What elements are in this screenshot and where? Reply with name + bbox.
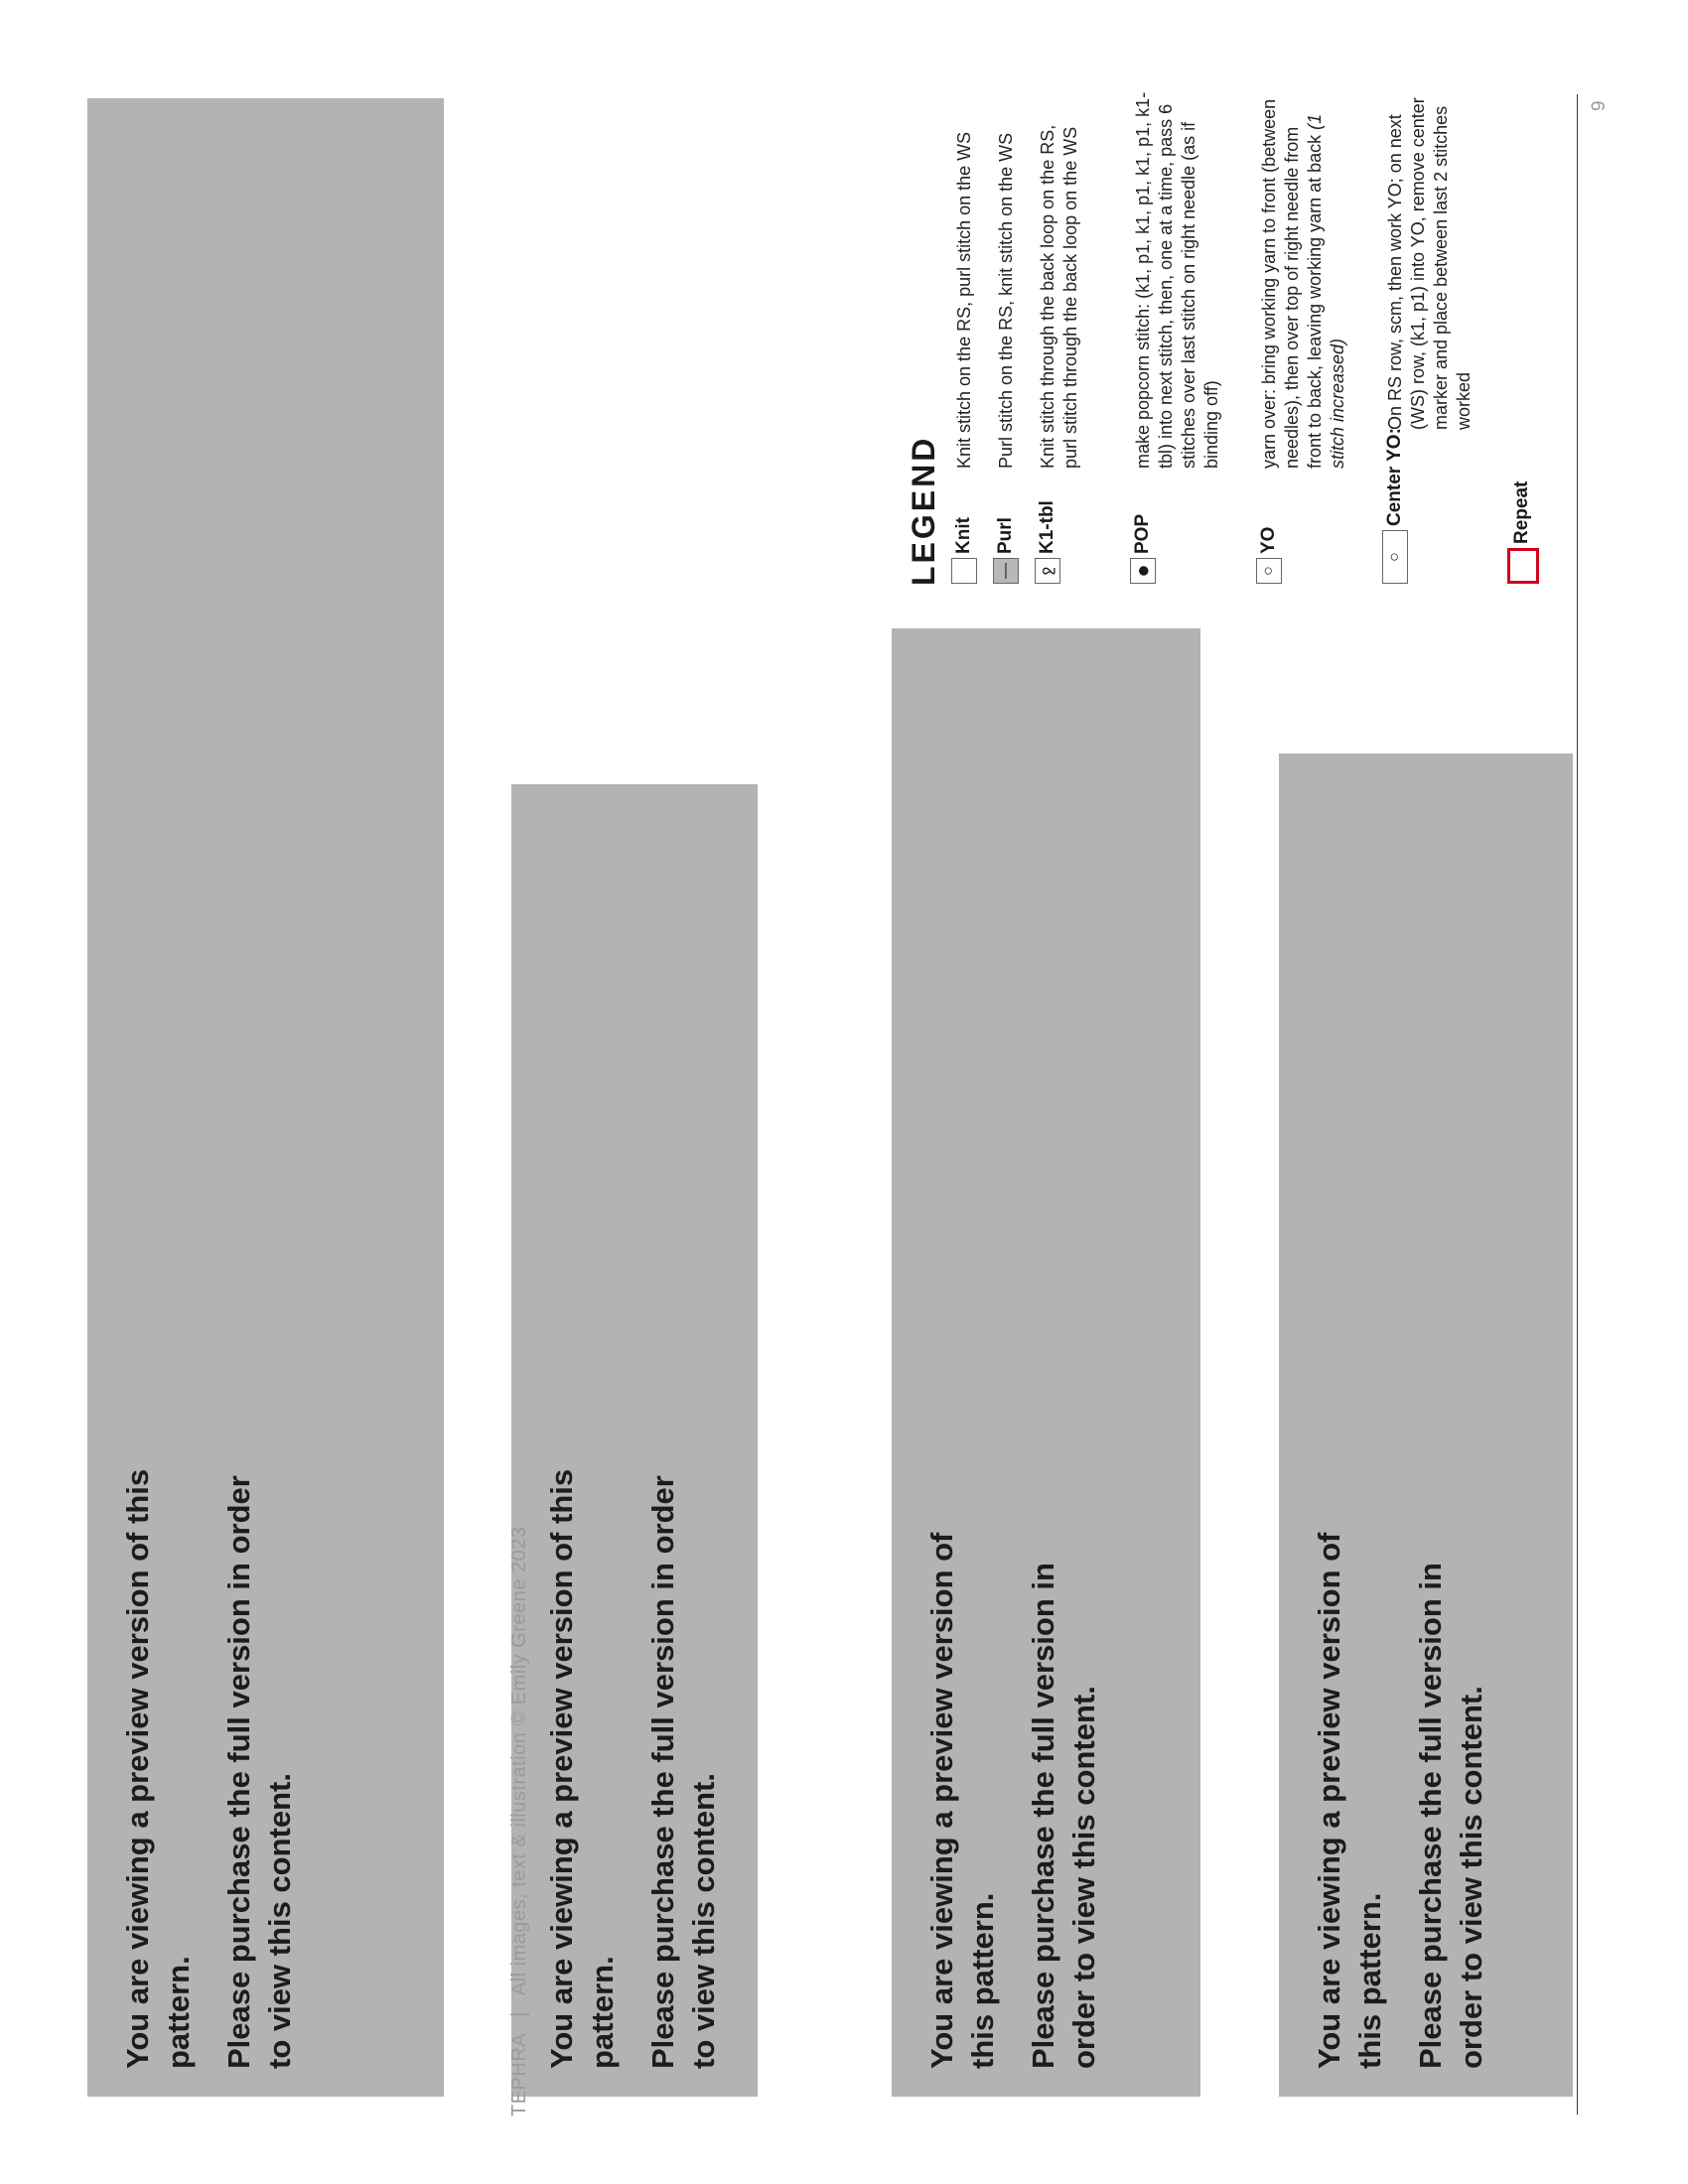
preview-line-2: Please purchase the full version in order to view this content. bbox=[645, 1475, 721, 2069]
knit-desc: Knit stitch on the RS, purl stitch on the WS bbox=[954, 131, 974, 469]
footer-text bbox=[508, 1527, 531, 2116]
preview-panel-1 bbox=[87, 98, 444, 2097]
footer-brand: TEPHRA bbox=[508, 2032, 530, 2116]
center-yo-desc: On RS row, scm, then work YO; on next (WS) row, (k1, p1) into YO, remove center marker and place between last 2 stitches worked bbox=[1385, 97, 1474, 430]
legend-item-pop bbox=[1130, 87, 1239, 584]
repeat-symbol bbox=[1507, 548, 1539, 584]
legend-item-knit bbox=[951, 87, 981, 584]
center-yo-symbol: ○ bbox=[1382, 530, 1408, 584]
preview-text-4 bbox=[1309, 1483, 1511, 2069]
preview-line-2: Please purchase the full version in order to view this content. bbox=[1413, 1563, 1488, 2069]
yo-symbol: ○ bbox=[1256, 558, 1282, 584]
legend-item-yo bbox=[1256, 87, 1365, 584]
preview-line-1: You are viewing a preview version of this pattern. bbox=[544, 1468, 620, 2069]
yo-desc-italic: (1 stitch increased) bbox=[1305, 113, 1347, 469]
k1tbl-label: K1-tbl bbox=[1037, 500, 1057, 554]
pop-label: POP bbox=[1132, 513, 1153, 554]
footer-separator: | bbox=[508, 2011, 530, 2017]
legend-item-purl bbox=[993, 87, 1023, 584]
footer-rule bbox=[1577, 94, 1578, 2115]
preview-panel-4 bbox=[1279, 753, 1573, 2097]
page-number: 9 bbox=[1589, 100, 1610, 111]
preview-panel-2 bbox=[511, 784, 758, 2097]
purl-label: Purl bbox=[995, 517, 1016, 554]
knit-symbol bbox=[951, 558, 977, 584]
pop-symbol: ● bbox=[1130, 558, 1156, 584]
knit-label: Knit bbox=[953, 517, 974, 554]
preview-line-1: You are viewing a preview version of this pattern. bbox=[1312, 1532, 1387, 2069]
preview-panel-3 bbox=[892, 628, 1200, 2097]
pop-desc: make popcorn stitch: (k1, p1, k1, p1, k1, p1, k1-tbl) into next stitch, then, one at a time, pass 6 stitches over last stitch on right needle (as if binding off) bbox=[1133, 91, 1221, 469]
preview-text-1 bbox=[117, 1453, 320, 2069]
preview-line-2: Please purchase the full version in order to view this content. bbox=[221, 1475, 297, 2069]
legend-item-center-yo bbox=[1382, 87, 1501, 584]
legend-item-repeat bbox=[1507, 286, 1539, 584]
legend-title: LEGEND bbox=[906, 435, 941, 586]
preview-line-1: You are viewing a preview version of this pattern. bbox=[924, 1532, 1000, 2069]
k1tbl-desc: Knit stitch through the back loop on the RS, purl stitch through the back loop on the WS bbox=[1038, 124, 1080, 469]
k1tbl-symbol: ջ bbox=[1035, 558, 1060, 584]
purl-symbol: — bbox=[993, 558, 1019, 584]
center-yo-label: Center YO: bbox=[1384, 428, 1405, 526]
yo-label: YO bbox=[1258, 526, 1279, 554]
purl-desc: Purl stitch on the RS, knit stitch on the WS bbox=[996, 132, 1016, 469]
legend-item-k1tbl bbox=[1035, 87, 1109, 584]
yo-desc-plain: yarn over: bring working yarn to front (between needles), then over top of right needle from front to back, leaving working yarn at back bbox=[1259, 98, 1325, 469]
footer-credit: All images, text & illustration © Emily Greene 2023 bbox=[508, 1526, 530, 1996]
yo-desc bbox=[1258, 91, 1349, 469]
preview-line-2: Please purchase the full version in order to view this content. bbox=[1026, 1563, 1101, 2069]
preview-text-3 bbox=[921, 1483, 1124, 2069]
preview-line-1: You are viewing a preview version of this pattern. bbox=[120, 1468, 196, 2069]
preview-text-2 bbox=[541, 1453, 744, 2069]
repeat-label: Repeat bbox=[1511, 480, 1532, 544]
